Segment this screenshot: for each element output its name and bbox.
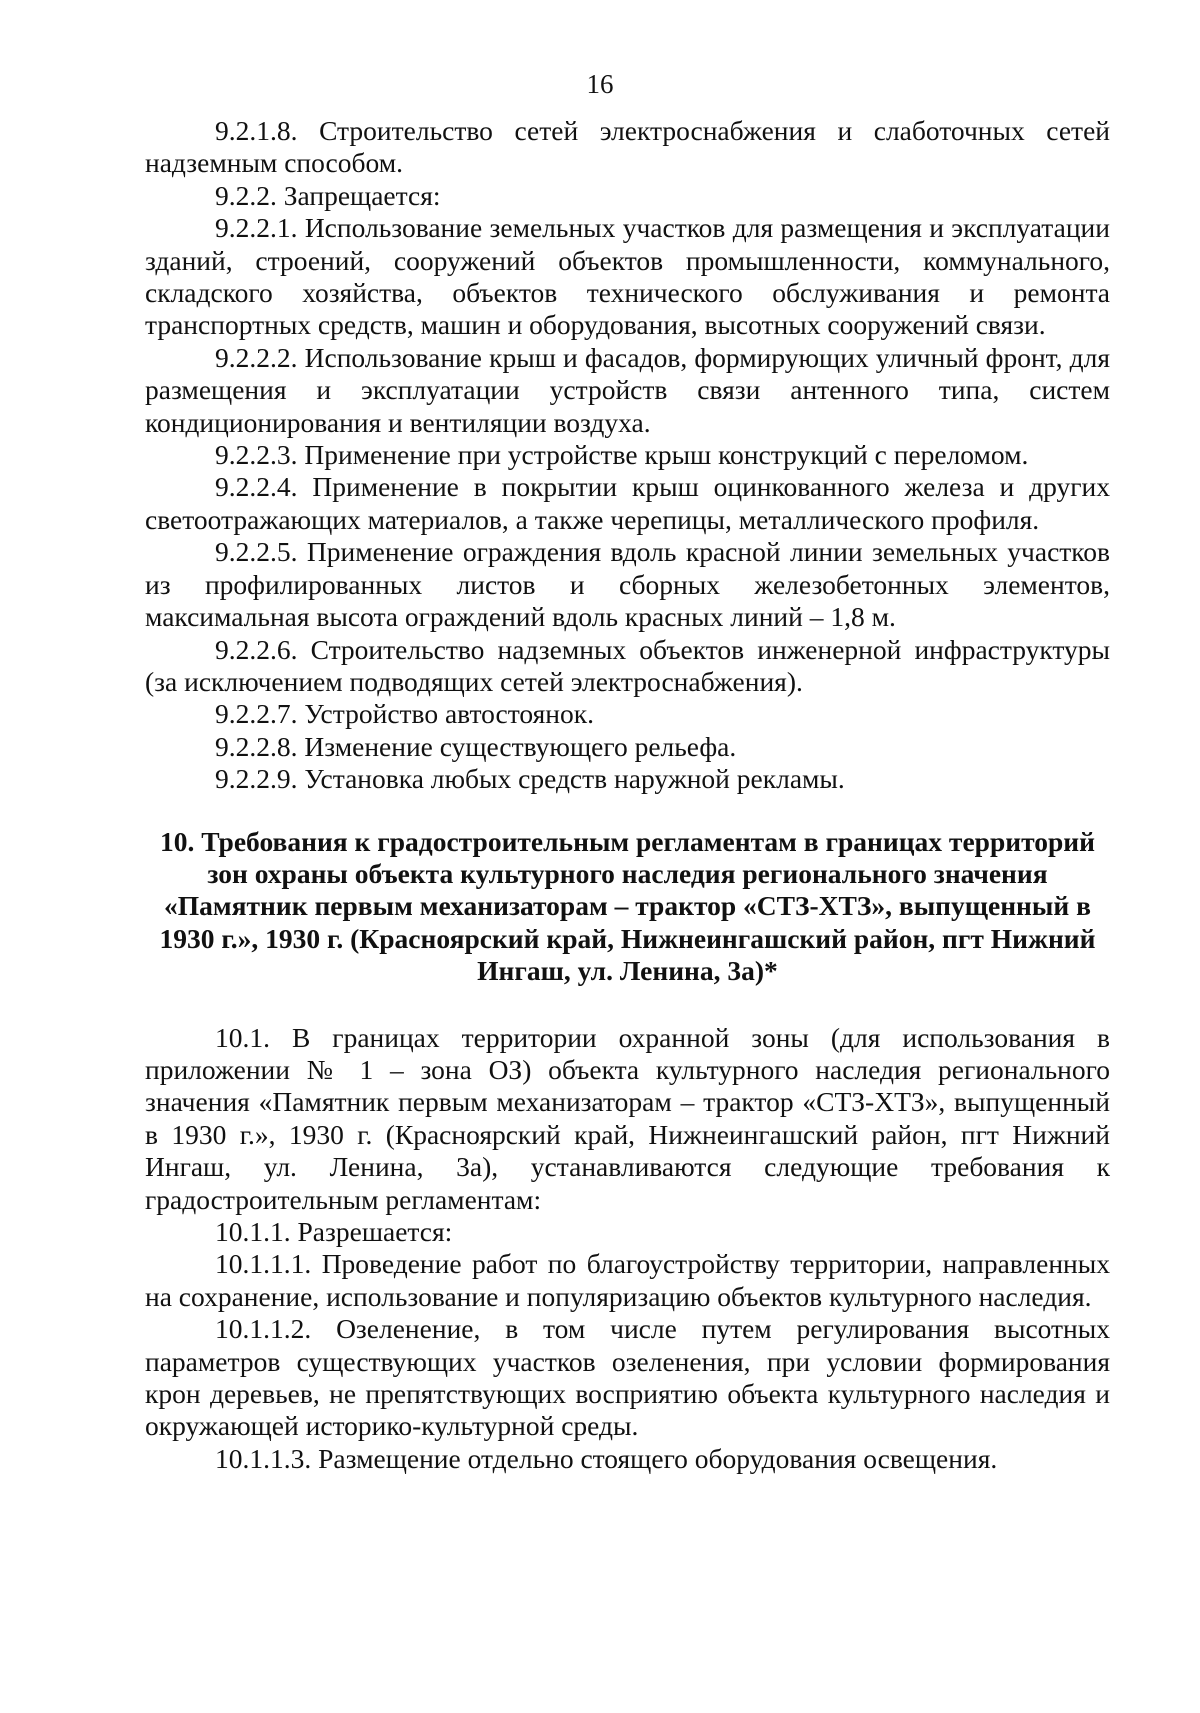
paragraph-9-2-2-6: 9.2.2.6. Строительство надземных объектов инженерной инфраструктуры (за исключением подводящих сетей электроснабжения). [145,633,1110,697]
paragraph-9-2-2-4: 9.2.2.4. Применение в покрытии крыш оцинкованного железа и других светоотражающих материалов, а также черепицы, металлического профиля. [145,471,1110,535]
paragraph-9-2-2: 9.2.2. Запрещается: [215,179,441,211]
paragraph-9-2-2-5: 9.2.2.5. Применение ограждения вдоль красной линии земельных участков из профилированных листов и сборных железобетонных элементов, максимальная высота ограждений вдоль красных линий – 1,8 м. [145,536,1110,633]
paragraph-10-1-1: 10.1.1. Разрешается: [215,1216,453,1247]
paragraph-9-2-2-7: 9.2.2.7. Устройство автостоянок. [215,698,594,730]
paragraph-9-2-2-3: 9.2.2.3. Применение при устройстве крыш конструкций с переломом. [215,439,1029,471]
paragraph-10-1-1-3: 10.1.1.3. Размещение отдельно стоящего оборудования освещения. [215,1442,998,1474]
paragraph-9-2-2-8: 9.2.2.8. Изменение существующего рельефа. [215,730,737,762]
paragraph-9-2-2-9: 9.2.2.9. Установка любых средств наружной рекламы. [215,763,845,795]
paragraph-9-2-2-2: 9.2.2.2. Использование крыш и фасадов, формирующих уличный фронт, для размещения и эксплуатации устройств связи антенного типа, систем кондиционирования и вентиляции воздуха. [145,341,1110,438]
paragraph-10-1-1-1: 10.1.1.1. Проведение работ по благоустройству территории, направленных на сохранение, использование и популяризацию объектов культурного наследия. [145,1248,1110,1312]
spacer [145,988,1110,1022]
section-10-heading: 10. Требования к градостроительным регламентам в границах территорий зон охраны объекта культурного наследия регионального значения «Памятник первым механизаторам – трактор «СТЗ-ХТЗ», выпущенный в 1930 г.», 1930 г. (Красноярский край, Нижнеингашский район, пгт Нижний Ингаш, ул. Ленина, 3а)* [159,825,1096,987]
page-number: 16 [586,69,614,99]
paragraph-9-2-2-1: 9.2.2.1. Использование земельных участков для размещения и эксплуатации зданий, строений, сооружений объектов промышленности, коммунального, складского хозяйства, объектов технического обслуживания и ремонта транспортных средств, машин и оборудования, высотных сооружений связи. [145,212,1110,341]
paragraph-10-1-1-2: 10.1.1.2. Озеленение, в том числе путем регулирования высотных параметров существующих участков озеленения, при условии формирования крон деревьев, не препятствующих восприятию объекта культурного наследия и окружающей историко-культурной среды. [145,1313,1110,1442]
paragraph-9-2-1-8: 9.2.1.8. Строительство сетей электроснабжения и слаботочных сетей надземным способом. [145,115,1110,179]
document-body [145,115,1110,1475]
paragraph-10-1: 10.1. В границах территории охранной зоны (для использования в приложении № 1 – зона ОЗ) объекта культурного наследия регионального значения «Памятник первым механизаторам – трактор «СТЗ-ХТЗ», выпущенный в 1930 г.», 1930 г. (Красноярский край, Нижнеингашский район, пгт Нижний Ингаш, ул. Ленина, 3а), устанавливаются следующие требования к градостроительным регламентам: [145,1021,1110,1215]
